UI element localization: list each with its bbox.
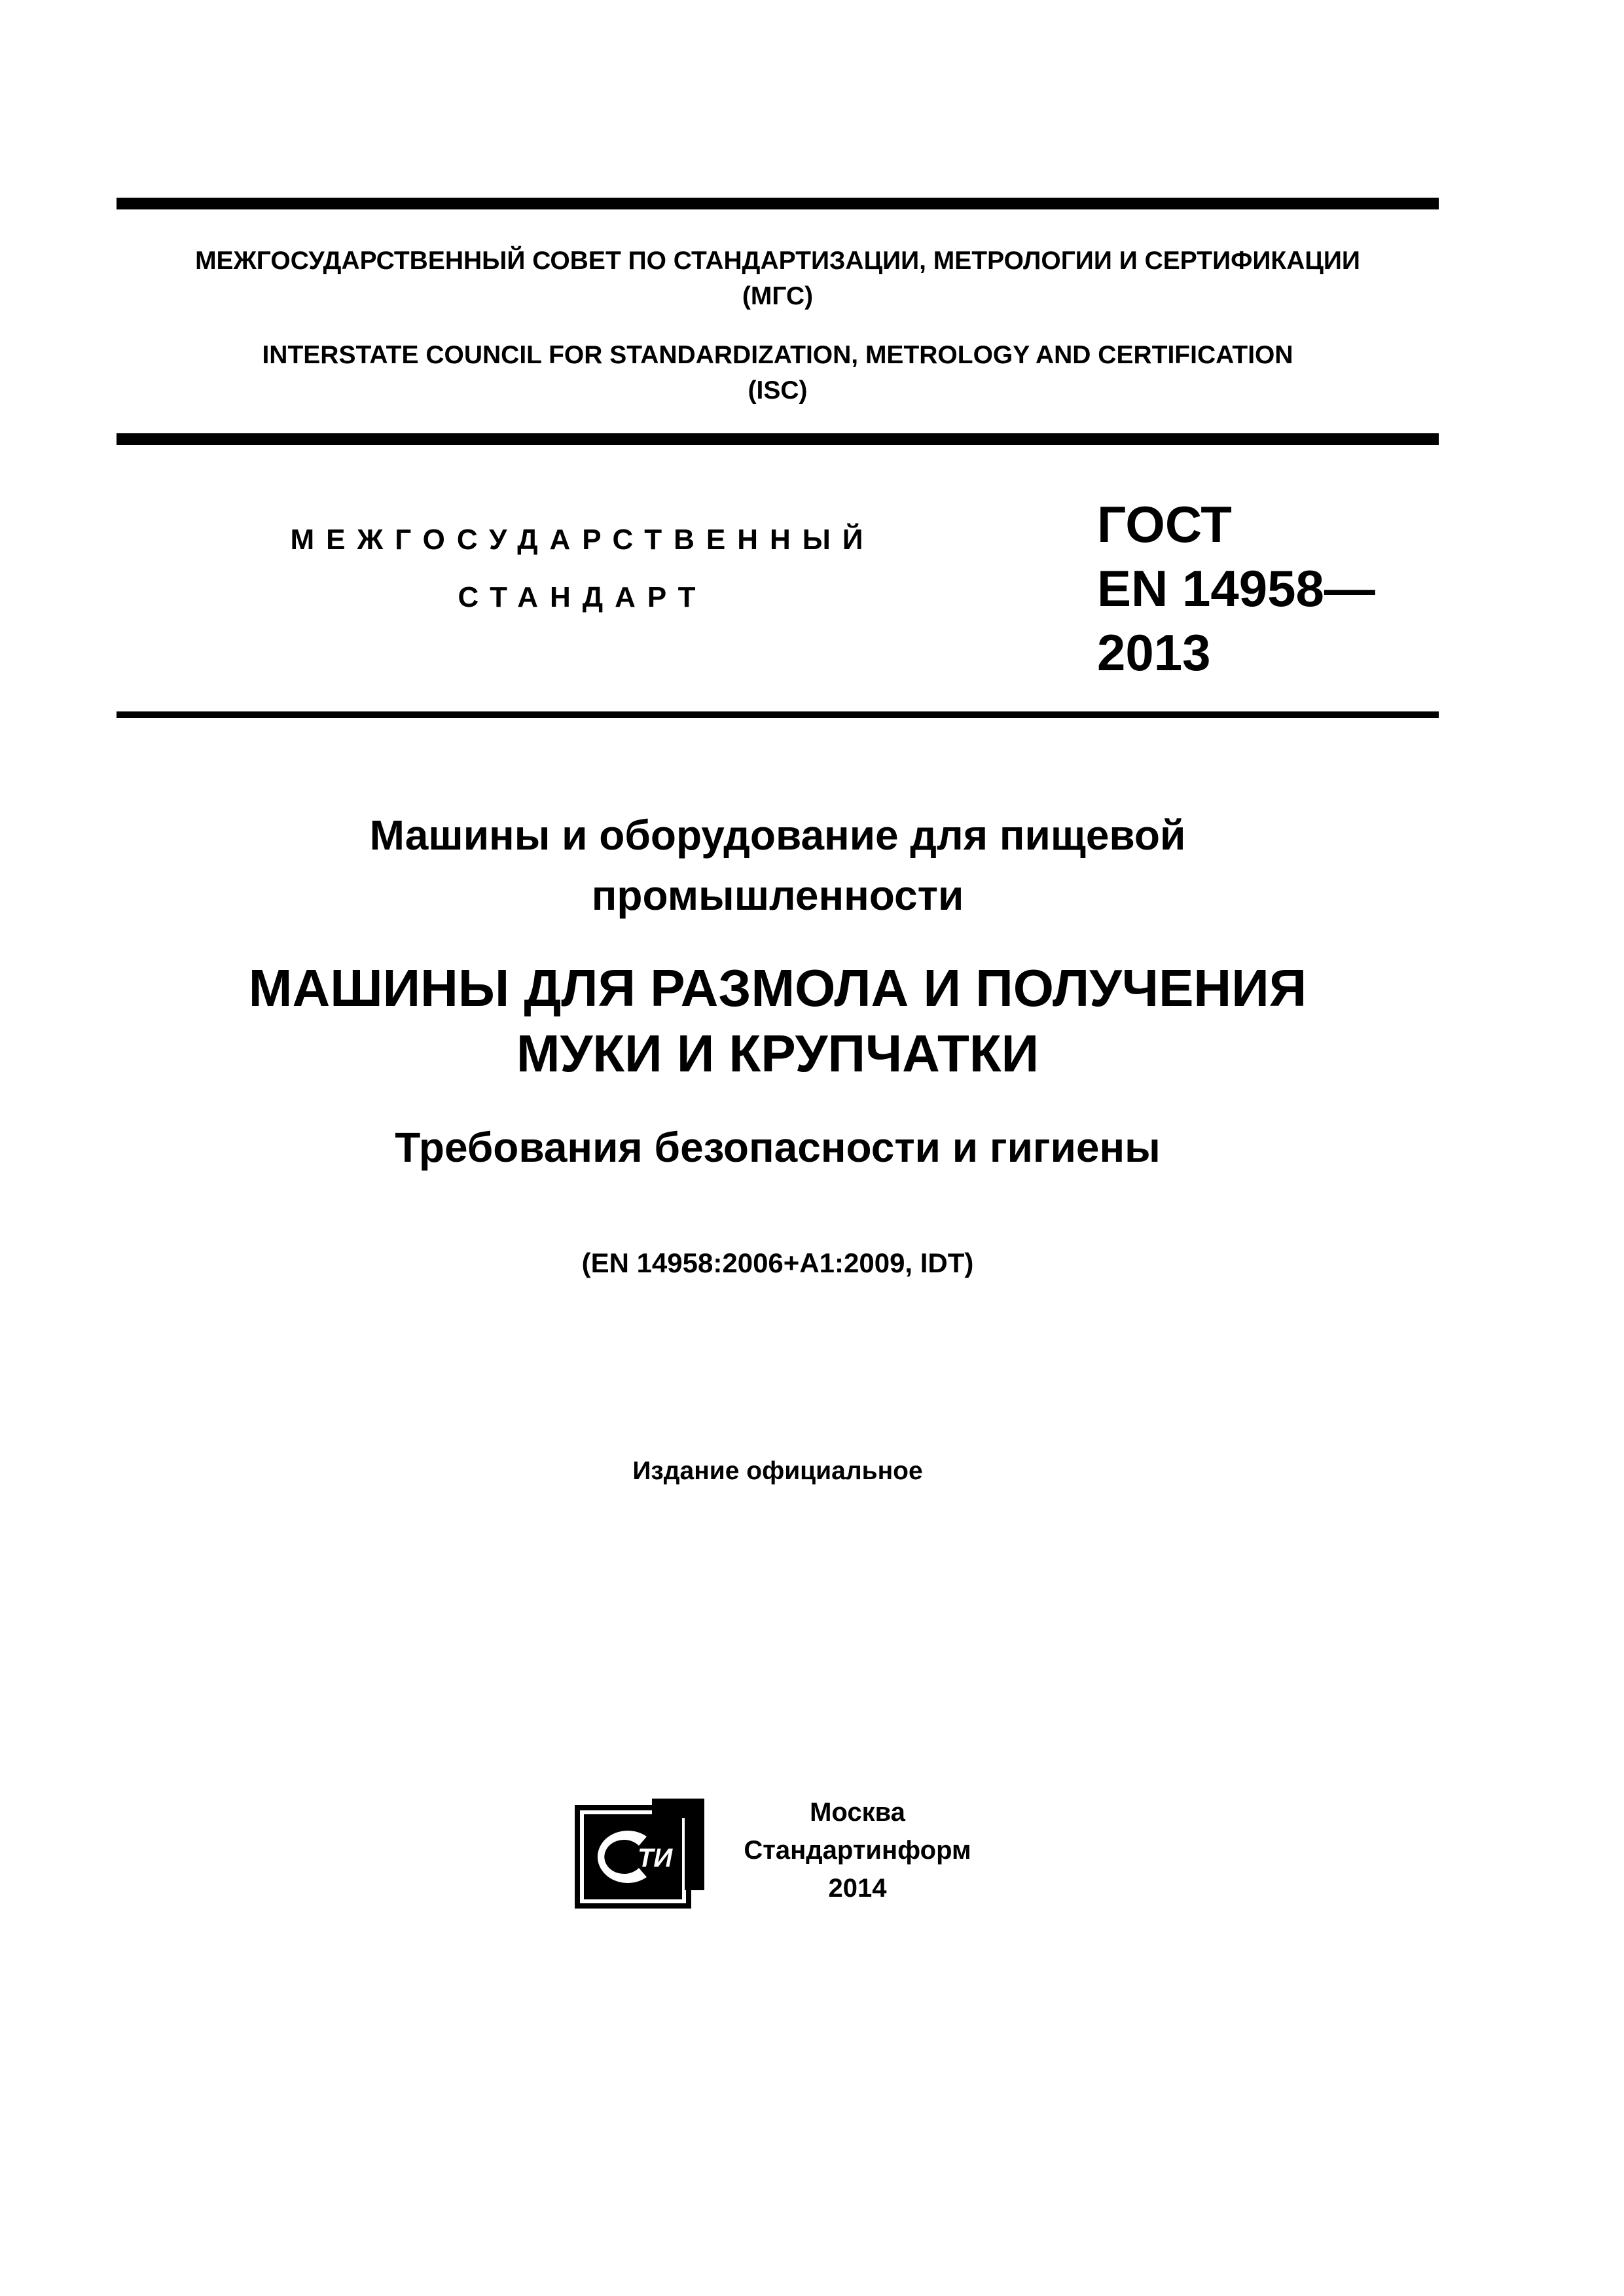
council-en-abbrev: (ISC) <box>748 376 808 404</box>
council-name-russian <box>117 243 1439 314</box>
edition-note: Издание официальное <box>632 1457 923 1485</box>
publisher-year: 2014 <box>828 1874 887 1903</box>
top-divider <box>117 198 1439 209</box>
standard-reference: (EN 14958:2006+A1:2009, IDT) <box>581 1247 974 1278</box>
standartinform-logo-icon <box>573 1799 704 1911</box>
lower-divider <box>117 711 1439 718</box>
standard-code-line1: ГОСТ <box>1097 495 1232 553</box>
title-line2: МУКИ И КРУПЧАТКИ <box>516 1024 1039 1083</box>
standard-code-line3: 2013 <box>1097 624 1211 681</box>
requirements-heading: Требования безопасности и гигиены <box>395 1124 1161 1171</box>
document-subtitle <box>117 805 1439 925</box>
publisher-name: Стандартинформ <box>744 1836 971 1865</box>
subtitle-line2: промышленности <box>591 872 964 919</box>
document-title <box>117 956 1439 1086</box>
middle-divider <box>117 433 1439 445</box>
title-line1: МАШИНЫ ДЛЯ РАЗМОЛА И ПОЛУЧЕНИЯ <box>248 959 1307 1017</box>
publisher-block <box>720 1793 995 1907</box>
standard-code <box>1097 492 1375 685</box>
standard-code-line2: EN 14958— <box>1097 560 1375 617</box>
council-ru-line1: МЕЖГОСУДАРСТВЕННЫЙ СОВЕТ ПО СТАНДАРТИЗАЦИИ, МЕТРОЛОГИИ И СЕРТИФИКАЦИИ <box>195 247 1360 275</box>
svg-text:ТИ: ТИ <box>638 1844 673 1873</box>
standard-type-line1: МЕЖГОСУДАРСТВЕННЫЙ <box>290 524 875 556</box>
council-en-line1: INTERSTATE COUNCIL FOR STANDARDIZATION, METROLOGY AND CERTIFICATION <box>262 341 1293 369</box>
standard-type-line2: СТАНДАРТ <box>458 581 708 613</box>
council-name-english <box>117 338 1439 408</box>
council-ru-abbrev: (МГС) <box>742 282 814 310</box>
subtitle-line1: Машины и оборудование для пищевой <box>369 812 1186 859</box>
publisher-city: Москва <box>810 1798 905 1827</box>
